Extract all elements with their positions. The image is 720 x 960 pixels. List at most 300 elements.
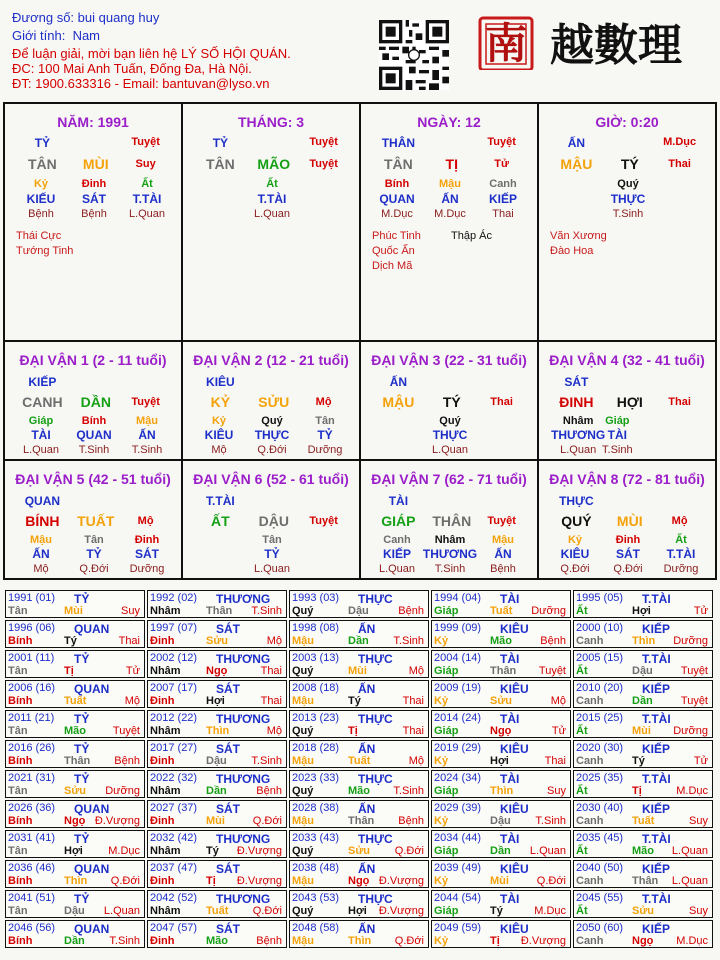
year-ten-god: TÀI — [500, 832, 520, 846]
year-stem: Canh — [576, 935, 604, 947]
annual-year-cell — [289, 680, 429, 708]
year-life-stage: T.Sinh — [393, 635, 424, 647]
year-ten-god: THỰC — [358, 712, 393, 726]
year-stem: Đinh — [150, 875, 175, 887]
year-ten-god: SÁT — [216, 742, 240, 756]
year-branch: Mão — [206, 935, 228, 947]
year-label: 2038 (48) — [292, 862, 340, 874]
dai-van-cell — [5, 461, 183, 580]
year-stem: Tân — [8, 785, 28, 797]
hidden-stem: Nhâm — [562, 415, 594, 427]
year-ten-god: KIẾP — [642, 742, 671, 756]
auspicious-star: Đào Hoa — [550, 245, 594, 257]
year-stem: Quý — [292, 665, 314, 677]
year-branch: Thân — [206, 605, 233, 617]
year-ten-god: THƯƠNG — [216, 832, 271, 846]
dai-van-branch: THÂN — [432, 513, 472, 529]
dai-van-cell — [361, 342, 539, 461]
annual-year-cell — [431, 830, 571, 858]
year-branch: Thìn — [632, 635, 656, 647]
year-label: 2015 (25) — [576, 712, 624, 724]
hidden-life-stage: Mộ — [211, 444, 227, 456]
qr-code-icon — [379, 20, 449, 90]
year-life-stage: Q.Đới — [252, 815, 282, 827]
year-branch: Dậu — [206, 755, 227, 767]
year-stem: Nhâm — [150, 725, 181, 737]
year-stem: Bính — [8, 935, 33, 947]
year-branch: Tý — [64, 635, 77, 647]
year-branch: Thìn — [490, 785, 514, 797]
hidden-life-stage: M.Dục — [381, 208, 413, 220]
hidden-ten-god: T.TÀI — [666, 547, 696, 561]
pillar-ten-god: ẤN — [567, 136, 586, 150]
year-branch: Hợi — [348, 905, 367, 917]
year-branch: Hợi — [64, 845, 83, 857]
pillar-branch: TỊ — [445, 156, 458, 172]
hidden-stem: Mậu — [30, 534, 52, 546]
hidden-stem: Canh — [489, 178, 517, 190]
year-ten-god: TỶ — [74, 892, 90, 906]
year-branch: Hợi — [632, 605, 651, 617]
hidden-life-stage: L.Quan — [253, 208, 291, 220]
year-stem: Nhâm — [150, 905, 181, 917]
year-branch: Ngọ — [64, 815, 86, 827]
year-life-stage: Mộ — [550, 695, 566, 707]
year-label: 2004 (14) — [434, 652, 482, 664]
year-stem: Tân — [8, 845, 28, 857]
year-ten-god: THƯƠNG — [216, 592, 271, 606]
dai-van-stem: CANH — [22, 394, 63, 410]
annual-year-cell — [5, 830, 145, 858]
svg-text:南: 南 — [484, 19, 528, 68]
year-label: 2043 (53) — [292, 892, 340, 904]
year-branch: Tị — [64, 665, 74, 677]
hidden-life-stage: Dưỡng — [307, 444, 343, 456]
hidden-ten-god: ẤN — [494, 547, 512, 561]
annual-year-cell — [5, 740, 145, 768]
year-ten-god: T.TÀI — [642, 592, 671, 606]
annual-year-cell — [289, 860, 429, 888]
hidden-stem: Đinh — [134, 534, 160, 546]
annual-year-cell — [147, 920, 287, 948]
gender-value: Nam — [72, 28, 101, 43]
year-life-stage: Mộ — [124, 695, 140, 707]
hidden-ten-god: ẤN — [441, 192, 459, 206]
hidden-life-stage: L.Quan — [253, 563, 291, 575]
year-label: 2048 (58) — [292, 922, 340, 934]
year-label: 2002 (12) — [150, 652, 198, 664]
year-ten-god: KIÊU — [500, 622, 529, 636]
year-branch: Dần — [64, 935, 85, 947]
year-branch: Mão — [64, 725, 86, 737]
annual-year-cell — [147, 830, 287, 858]
hidden-life-stage: Q.Đới — [613, 563, 643, 575]
year-branch: Mùi — [348, 665, 367, 677]
hidden-life-stage: Mộ — [33, 563, 49, 575]
year-label: 2044 (54) — [434, 892, 482, 904]
year-label: 2012 (22) — [150, 712, 198, 724]
hidden-stem: Giáp — [28, 415, 54, 427]
pillar-life-stage: Tử — [494, 158, 509, 170]
year-stem: Kỷ — [434, 875, 449, 887]
pillar-title: NGÀY: 12 — [417, 114, 481, 130]
annual-year-cell — [147, 740, 287, 768]
year-life-stage: Thai — [260, 695, 282, 707]
dai-van-branch: HỢI — [616, 394, 643, 410]
year-life-stage: Bệnh — [256, 935, 282, 947]
year-ten-god: TỶ — [74, 592, 90, 606]
year-label: 2026 (36) — [8, 802, 56, 814]
dai-van-branch: SỬU — [258, 394, 290, 410]
year-ten-god: TÀI — [500, 592, 520, 606]
annual-year-cell — [431, 770, 571, 798]
year-life-stage: T.Sinh — [393, 785, 424, 797]
year-branch: Sửu — [64, 785, 87, 797]
dai-van-title: ĐẠI VẬN 8 (72 - 81 tuổi) — [549, 471, 705, 487]
hidden-stem: Mậu — [492, 534, 514, 546]
year-branch: Ngọ — [348, 875, 370, 887]
year-stem: Canh — [576, 635, 604, 647]
year-life-stage: Thai — [260, 665, 282, 677]
annual-year-cell — [5, 890, 145, 918]
annual-year-cell — [573, 740, 713, 768]
pillar-ten-god: TỶ — [212, 136, 229, 150]
auspicious-star: Phúc Tinh — [372, 230, 421, 242]
year-branch: Sửu — [348, 845, 371, 857]
year-ten-god: THƯƠNG — [216, 652, 271, 666]
annual-year-cell — [431, 680, 571, 708]
year-ten-god: THƯƠNG — [216, 892, 271, 906]
year-life-stage: L.Quan — [671, 845, 708, 857]
hidden-life-stage: Thai — [492, 208, 514, 220]
year-stem: Quý — [292, 905, 314, 917]
hidden-ten-god: KIẾU — [26, 192, 56, 206]
year-label: 2037 (47) — [150, 862, 198, 874]
dai-van-stem: KỶ — [210, 394, 231, 410]
annual-year-cell — [5, 710, 145, 738]
year-life-stage: Mộ — [408, 665, 424, 677]
annual-year-cell — [431, 650, 571, 678]
year-label: 2009 (19) — [434, 682, 482, 694]
dai-van-title: ĐẠI VẬN 3 (22 - 31 tuổi) — [371, 352, 527, 368]
year-label: 2046 (56) — [8, 922, 56, 934]
year-life-stage: Dưỡng — [105, 785, 140, 797]
year-label: 2035 (45) — [576, 832, 624, 844]
hidden-stem: Quý — [617, 178, 639, 190]
hidden-ten-god: T.TÀI — [257, 192, 287, 206]
year-life-stage: Thai — [402, 695, 424, 707]
dai-van-cell — [539, 342, 717, 461]
year-label: 2023 (33) — [292, 772, 340, 784]
hidden-stem: Mậu — [136, 415, 158, 427]
pillar-stem: TÂN — [205, 156, 235, 172]
dai-van-branch: TUẤT — [77, 513, 115, 529]
year-branch: Sửu — [490, 695, 513, 707]
dai-van-title: ĐẠI VẬN 6 (52 - 61 tuổi) — [193, 471, 349, 487]
hidden-stem: Tân — [315, 415, 335, 427]
year-branch: Tị — [206, 875, 216, 887]
dai-van-stem: ẤT — [211, 513, 230, 529]
dai-van-ten-god: ẤN — [389, 375, 408, 389]
year-label: 2017 (27) — [150, 742, 198, 754]
year-life-stage: Tuyệt — [538, 665, 566, 677]
pillar-stem: TÂN — [27, 156, 57, 172]
year-life-stage: Bệnh — [398, 605, 424, 617]
year-label: 2022 (32) — [150, 772, 198, 784]
auspicious-star: Dịch Mã — [372, 260, 413, 272]
year-label: 2025 (35) — [576, 772, 624, 784]
hidden-stem: Canh — [383, 534, 411, 546]
year-label: 2027 (37) — [150, 802, 198, 814]
year-stem: Bính — [8, 695, 33, 707]
annual-year-cell — [573, 680, 713, 708]
year-branch: Thân — [632, 875, 659, 887]
hidden-life-stage: Q.Đới — [560, 563, 590, 575]
year-ten-god: THƯƠNG — [216, 772, 271, 786]
year-stem: Nhâm — [150, 605, 181, 617]
year-label: 2032 (42) — [150, 832, 198, 844]
dai-van-cell — [539, 461, 717, 580]
pillar-cell — [361, 104, 539, 342]
hidden-stem: Tân — [84, 534, 104, 546]
dai-van-life-stage: Thai — [668, 396, 691, 408]
year-ten-god: ẤN — [358, 682, 376, 696]
year-ten-god: TỶ — [74, 772, 90, 786]
hidden-ten-god: THỰC — [432, 428, 468, 442]
dai-van-life-stage: Mộ — [137, 515, 154, 527]
hidden-stem: Bính — [384, 178, 410, 190]
annual-year-cell — [431, 860, 571, 888]
year-ten-god: QUAN — [74, 622, 110, 636]
year-label: 2045 (55) — [576, 892, 624, 904]
dai-van-branch: DẦN — [80, 394, 111, 410]
hidden-stem: Quý — [439, 415, 461, 427]
annual-year-cell — [147, 890, 287, 918]
year-branch: Ngọ — [490, 725, 512, 737]
year-stem: Nhâm — [150, 785, 181, 797]
year-ten-god: KIẾP — [642, 862, 671, 876]
year-stem: Mậu — [292, 875, 314, 887]
pillar-top-state: M.Dục — [663, 136, 697, 148]
hidden-ten-god: KIẾP — [382, 547, 411, 561]
annual-year-cell — [5, 590, 145, 618]
year-life-stage: Tuyệt — [112, 725, 140, 737]
hidden-stem: Giáp — [605, 415, 630, 427]
year-stem: Quý — [292, 605, 314, 617]
year-label: 2050 (60) — [576, 922, 624, 934]
annual-year-cell — [147, 800, 287, 828]
year-ten-god: SÁT — [216, 802, 240, 816]
year-life-stage: Tử — [693, 605, 708, 617]
year-label: 1991 (01) — [8, 592, 56, 604]
year-life-stage: Q.Đới — [394, 935, 424, 947]
year-label: 2047 (57) — [150, 922, 198, 934]
hidden-stem: Bính — [81, 415, 107, 427]
annual-year-cell — [573, 770, 713, 798]
annual-year-cell — [431, 620, 571, 648]
annual-year-cell — [5, 650, 145, 678]
year-branch: Dần — [490, 845, 511, 857]
dai-van-ten-god: THỰC — [559, 494, 594, 508]
year-branch: Dần — [206, 785, 227, 797]
hidden-ten-god: ẤN — [138, 428, 156, 442]
year-ten-god: KIÊU — [500, 922, 529, 936]
year-ten-god: QUAN — [74, 922, 110, 936]
auspicious-star: Văn Xương — [550, 230, 607, 242]
dai-van-title: ĐẠI VẬN 5 (42 - 51 tuổi) — [15, 471, 171, 487]
year-life-stage: M.Dục — [108, 845, 140, 857]
dai-van-stem: BÍNH — [25, 513, 60, 529]
year-branch: Tuất — [64, 695, 87, 707]
nam-viet-so-ly-logo — [478, 10, 708, 70]
year-branch: Tý — [490, 905, 503, 917]
hidden-ten-god: SÁT — [82, 192, 106, 206]
annual-year-cell — [5, 800, 145, 828]
year-ten-god: THỰC — [358, 892, 393, 906]
annual-year-cell — [289, 710, 429, 738]
year-stem: Quý — [292, 785, 314, 797]
year-stem: Kỷ — [434, 695, 449, 707]
year-label: 2019 (29) — [434, 742, 482, 754]
year-life-stage: Tử — [125, 665, 140, 677]
pillar-title: NĂM: 1991 — [57, 114, 129, 130]
hidden-stem: Kỷ — [567, 534, 583, 546]
year-stem: Bính — [8, 635, 33, 647]
hidden-life-stage: L.Quan — [22, 444, 60, 456]
pillar-life-stage: Suy — [135, 158, 156, 170]
year-life-stage: M.Dục — [534, 905, 566, 917]
year-life-stage: Tử — [551, 725, 566, 737]
dai-van-branch: MÙI — [616, 513, 643, 529]
year-life-stage: Tuyệt — [680, 665, 708, 677]
hidden-life-stage: T.Sinh — [602, 444, 633, 456]
year-branch: Mão — [632, 845, 654, 857]
year-stem: Mậu — [292, 815, 314, 827]
hidden-stem: Đinh — [81, 178, 107, 190]
pillar-top-state: Tuyệt — [487, 136, 516, 148]
contact-line: Để luận giải, mời bạn liên hệ LÝ SỐ HỘI QUÁN. — [12, 46, 291, 61]
annual-year-cell — [573, 920, 713, 948]
hidden-life-stage: Bệnh — [490, 563, 516, 575]
dai-van-ten-god: SÁT — [564, 375, 589, 389]
pillar-title: THÁNG: 3 — [237, 114, 305, 130]
year-life-stage: Suy — [121, 605, 140, 617]
year-stem: Quý — [292, 845, 314, 857]
year-ten-god: ẤN — [358, 742, 376, 756]
svg-text:越數理: 越數理 — [550, 20, 682, 70]
year-branch: Thìn — [348, 935, 372, 947]
year-life-stage: Q.Đới — [394, 845, 424, 857]
hidden-life-stage: T.Sinh — [78, 444, 110, 456]
hidden-ten-god: ẤN — [32, 547, 50, 561]
pillar-branch: MÃO — [257, 156, 291, 172]
year-label: 2024 (34) — [434, 772, 482, 784]
year-label: 1992 (02) — [150, 592, 198, 604]
pillar-life-stage: Thai — [668, 158, 691, 170]
year-ten-god: TỶ — [74, 832, 90, 846]
hidden-life-stage: L.Quan — [560, 444, 597, 456]
dai-van-life-stage: Tuyệt — [131, 396, 160, 408]
annual-year-cell — [147, 770, 287, 798]
year-ten-god: TỶ — [74, 652, 90, 666]
year-life-stage: Đ.Vượng — [520, 935, 566, 947]
dai-van-stem: MẬU — [382, 394, 415, 410]
year-label: 2040 (50) — [576, 862, 624, 874]
year-life-stage: Dưỡng — [531, 605, 566, 617]
pillar-stem: TÂN — [383, 156, 413, 172]
year-ten-god: KIẾP — [642, 682, 671, 696]
pillar-top-state: Tuyệt — [309, 136, 338, 148]
year-ten-god: T.TÀI — [642, 652, 671, 666]
year-label: 1996 (06) — [8, 622, 56, 634]
year-stem: Đinh — [150, 815, 175, 827]
year-label: 2049 (59) — [434, 922, 482, 934]
year-life-stage: M.Dục — [676, 785, 708, 797]
year-life-stage: Bệnh — [398, 815, 424, 827]
year-label: 1995 (05) — [576, 592, 624, 604]
year-life-stage: M.Dục — [676, 935, 708, 947]
dai-van-ten-god: QUAN — [24, 494, 61, 508]
hidden-ten-god: TỶ — [317, 428, 333, 442]
year-ten-god: T.TÀI — [642, 832, 671, 846]
year-ten-god: KIẾP — [642, 622, 671, 636]
year-stem: Ất — [576, 665, 588, 677]
hidden-life-stage: Dưỡng — [663, 563, 699, 575]
year-stem: Tân — [8, 725, 28, 737]
hidden-ten-god: T.TÀI — [132, 192, 162, 206]
year-life-stage: Q.Đới — [252, 905, 282, 917]
hidden-ten-god: TÀI — [31, 428, 51, 442]
hidden-stem: Ất — [675, 534, 687, 546]
year-label: 2041 (51) — [8, 892, 56, 904]
year-label: 2011 (21) — [8, 712, 55, 724]
auspicious-star: Tướng Tinh — [16, 245, 74, 257]
owner-name: bui quang huy — [77, 10, 160, 25]
year-life-stage: Thai — [544, 755, 566, 767]
year-branch: Hợi — [490, 755, 509, 767]
dai-van-title: ĐẠI VẬN 2 (12 - 21 tuổi) — [193, 352, 349, 368]
year-ten-god: THỰC — [358, 832, 393, 846]
hidden-ten-god: TÀI — [607, 428, 627, 442]
year-ten-god: TỶ — [74, 742, 90, 756]
year-stem: Giáp — [434, 845, 459, 857]
year-life-stage: Suy — [689, 905, 708, 917]
hidden-life-stage: Bệnh — [28, 208, 54, 220]
year-branch: Ngọ — [632, 935, 654, 947]
gender-label: Giới tính: — [12, 28, 66, 43]
pillar-cell — [183, 104, 361, 342]
dai-van-stem: QUÝ — [561, 513, 592, 529]
year-stem: Bính — [8, 815, 33, 827]
annual-year-cell — [5, 680, 145, 708]
year-label: 1998 (08) — [292, 622, 340, 634]
hidden-stem: Kỷ — [211, 415, 227, 427]
dai-van-cell — [183, 461, 361, 580]
annual-year-cell — [289, 800, 429, 828]
annual-year-cell — [5, 920, 145, 948]
header-info — [12, 10, 392, 91]
hidden-stem: Nhâm — [434, 534, 466, 546]
pillar-cell — [539, 104, 717, 342]
annual-year-cell — [573, 830, 713, 858]
dai-van-life-stage: Tuyệt — [487, 515, 516, 527]
annual-year-cell — [147, 590, 287, 618]
hidden-ten-god: SÁT — [616, 547, 640, 561]
annual-year-cell — [431, 590, 571, 618]
dai-van-ten-god: KIÊU — [206, 375, 235, 389]
annual-year-cell — [431, 740, 571, 768]
year-label: 2036 (46) — [8, 862, 56, 874]
